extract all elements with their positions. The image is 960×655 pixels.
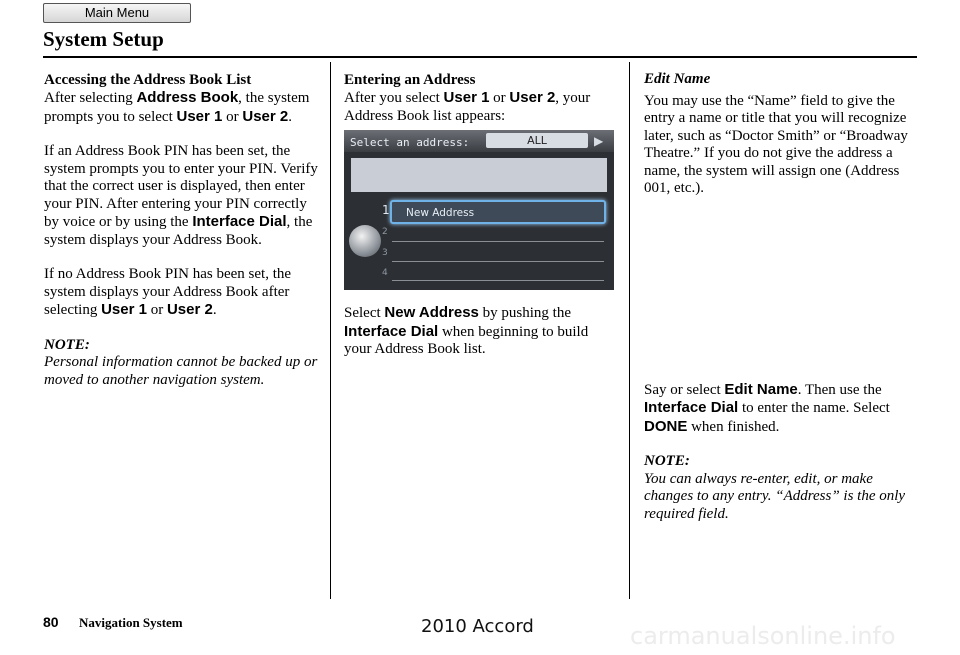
paragraph — [644, 381, 919, 437]
title-divider — [43, 56, 917, 58]
note-heading: NOTE: — [644, 453, 690, 469]
text: or — [146, 302, 167, 318]
section-heading: Entering an Address — [344, 72, 476, 88]
note-heading: NOTE: — [44, 336, 90, 353]
column-edit-name — [644, 71, 919, 523]
interface-dial-icon — [349, 225, 381, 257]
ui-term: User 1 — [176, 107, 223, 125]
text: , the system prompts you to select — [44, 90, 310, 125]
ui-term: Interface Dial — [644, 399, 739, 416]
screen-row-divider — [392, 280, 604, 281]
screen-info-box — [351, 158, 607, 192]
note-body: Personal information cannot be backed up or moved to another navigation system. — [44, 354, 318, 388]
text: or — [489, 90, 510, 106]
paragraph — [44, 266, 320, 320]
screen-row-divider — [392, 261, 604, 262]
column-divider-1 — [330, 62, 331, 599]
text: If no Address Book PIN has been set, the system displays your Address Book after selecting — [44, 266, 292, 318]
screen-row-label: New Address — [406, 207, 475, 219]
screen-filter-all: ALL — [486, 133, 588, 148]
site-watermark: carmanualsonline.info — [630, 622, 896, 650]
model-watermark: 2010 Accord — [421, 616, 534, 637]
text: , the system displays your Address Book. — [44, 214, 313, 248]
text: or — [222, 108, 243, 125]
text: Say or select — [644, 381, 725, 398]
note-body: You can always re-enter, edit, or make changes to any entry. “Address” is the only required field. — [644, 470, 906, 522]
ui-term: Address Book — [136, 89, 239, 106]
ui-term: Interface Dial — [192, 213, 287, 230]
footer-section-title: Navigation System — [79, 615, 183, 630]
text: to enter the name. Select — [738, 400, 890, 416]
text: by pushing the — [478, 305, 571, 321]
section-heading: Accessing the Address Book List — [44, 72, 252, 88]
screen-row-number: 4 — [382, 268, 388, 278]
screen-row-number: 2 — [382, 227, 388, 237]
text: when finished. — [687, 418, 780, 435]
subsection-heading: Edit Name — [644, 71, 711, 87]
column-address-book-list — [44, 71, 320, 389]
play-arrow-icon: ▶ — [594, 134, 604, 148]
spacer — [644, 215, 919, 381]
ui-term: Interface Dial — [344, 322, 439, 340]
text: After selecting — [44, 90, 137, 106]
ui-term: User 1 — [443, 89, 490, 106]
text: . — [212, 302, 217, 318]
ui-term: User 2 — [509, 89, 556, 106]
ui-term: User 2 — [166, 301, 213, 318]
paragraph: You may use the “Name” field to give the entry a name or title that you will recognize later, such as “Doctor Smith” or “Broadway Theatre.” If you do not give the address a name, the system will assign one (Address 001, etc.). — [644, 92, 908, 196]
page-title: System Setup — [43, 27, 164, 51]
address-book-screen-image — [344, 130, 614, 290]
text: . Then use the — [797, 381, 882, 398]
main-menu-button[interactable]: Main Menu — [43, 3, 191, 23]
ui-term: User 2 — [242, 107, 289, 125]
text: when beginning to build your Address Book list. — [344, 323, 589, 357]
screen-row-number: 3 — [382, 248, 388, 258]
page-number: 80 — [43, 614, 59, 630]
screen-row-number: 1 — [382, 203, 390, 217]
column-divider-2 — [629, 62, 630, 599]
text: . — [288, 108, 292, 125]
column-entering-address — [344, 71, 619, 376]
paragraph — [344, 89, 619, 125]
screen-row-new-address — [390, 200, 606, 224]
screen-prompt: Select an address: — [350, 136, 470, 149]
ui-term: User 1 — [101, 301, 147, 318]
text: Select — [344, 305, 385, 321]
ui-term: DONE — [644, 417, 688, 435]
text: After you select — [344, 90, 444, 106]
screen-row-divider — [392, 241, 604, 242]
paragraph — [44, 143, 320, 249]
paragraph — [44, 89, 320, 126]
text: If an Address Book PIN has been set, the system prompts you to enter your PIN. Verify that the correct user is displayed, then enter your PIN. After entering your PIN correctly by voice or by using the — [44, 143, 318, 230]
text: , your Address Book list appears: — [344, 90, 591, 124]
paragraph — [344, 304, 619, 359]
ui-term: New Address — [384, 304, 479, 321]
ui-term: Edit Name — [724, 380, 798, 398]
